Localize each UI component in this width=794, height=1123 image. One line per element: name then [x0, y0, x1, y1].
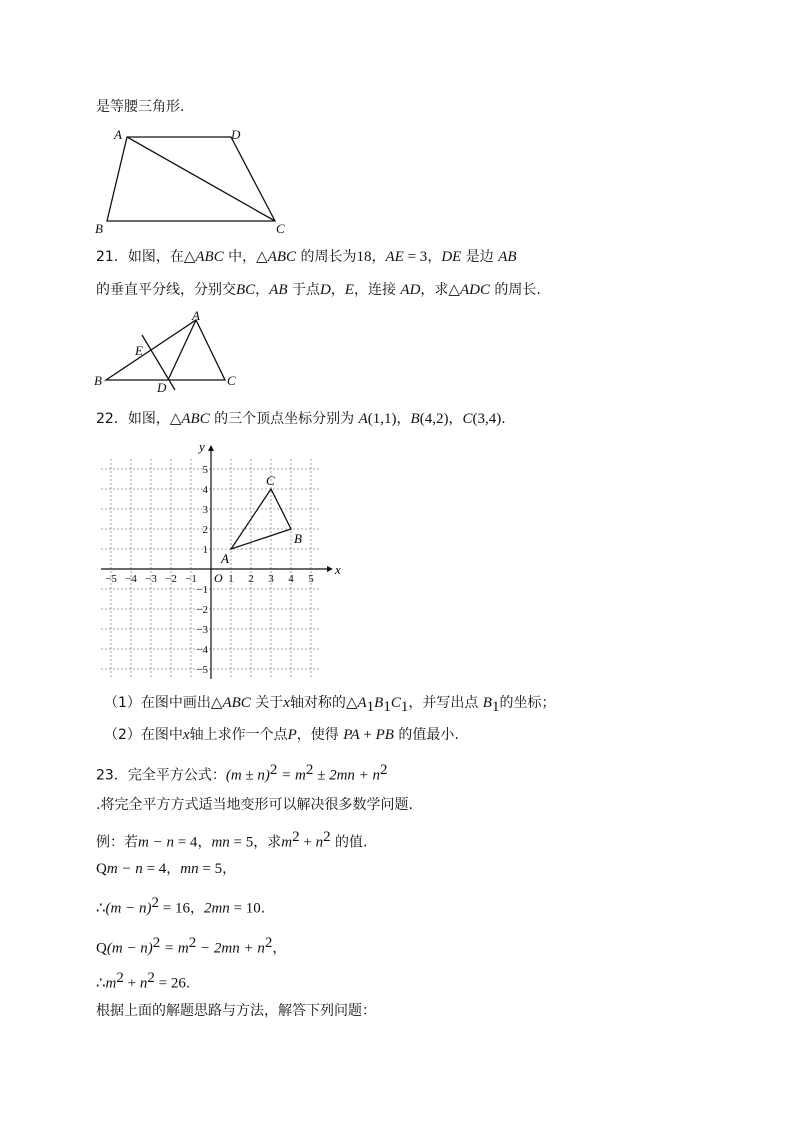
y-tick-label: 1	[202, 544, 208, 556]
y-tick-label: −1	[196, 584, 208, 596]
x-tick-label: 5	[308, 573, 314, 585]
x-tick-label: −3	[145, 573, 157, 585]
fig1-label-c: C	[276, 221, 285, 236]
y-tick-label: −3	[196, 624, 208, 636]
x-tick-label: −5	[105, 573, 117, 585]
point-label-c: C	[266, 473, 275, 488]
q23-line-4: Qm − n = 4，mn = 5，	[96, 861, 237, 877]
y-axis-label: y	[199, 439, 205, 454]
x-tick-label: −1	[185, 573, 197, 585]
y-tick-label: −4	[196, 644, 208, 656]
point-label-b: B	[294, 531, 302, 546]
x-tick-label: −4	[125, 573, 137, 585]
x-tick-label: −2	[165, 573, 177, 585]
x-axis-label: x	[335, 562, 341, 577]
y-axis-arrow	[208, 445, 214, 451]
q23-line-2: .将完全平方方式适当地变形可以解决很多数学问题.	[96, 797, 413, 813]
q23-line-3: 例：若m − n = 4，mn = 5，求$m^2 + n^2$ 的值.	[96, 829, 368, 851]
fig1-label-a: A	[114, 127, 122, 142]
q22-sub-2: （2）在图中x轴上求作一个点P，使得 PA + PB 的值最小.	[104, 727, 459, 743]
triangle-abc	[231, 489, 291, 549]
origin-label: O	[214, 571, 223, 585]
x-tick-label: 4	[288, 573, 294, 585]
q21-line-1: 21．如图，在△ABC 中，△ABC 的周长为18，AE = 3，DE 是边 AB	[96, 249, 517, 265]
q22-line-1: 22．如图，△ABC 的三个顶点坐标分别为 A(1,1)，B(4,2)，C(3,4).	[96, 411, 506, 427]
q23-line-8: 根据上面的解题思路与方法，解答下列问题：	[96, 1003, 376, 1019]
fig2-label-c: C	[227, 373, 236, 388]
coordinate-grid	[100, 436, 340, 684]
q22-sub-1: （1）在图中画出△ABC 关于x轴对称的$\triangle A_1B_1C_1$，并写出点 $B_1$的坐标；	[104, 695, 556, 715]
q23-line-7: $\therefore m^2 + n^2 = 26$.	[96, 970, 191, 992]
intro-tail-text: 是等腰三角形.	[96, 99, 185, 115]
x-tick-label: 2	[248, 573, 254, 585]
fig2-label-b: B	[94, 373, 102, 388]
x-tick-label: 3	[268, 573, 274, 585]
q23-line-6: $Q(m - n)^2 = m^2 - 2mn + n^2$，	[96, 935, 287, 957]
fig2-label-a: A	[192, 308, 200, 323]
fig1-label-d: D	[231, 127, 241, 142]
y-tick-label: −5	[196, 664, 208, 676]
y-tick-label: 4	[202, 484, 208, 496]
y-tick-label: 5	[202, 464, 208, 476]
point-label-a: A	[221, 551, 229, 566]
x-axis-arrow	[327, 566, 333, 572]
fig2-label-e: E	[135, 343, 143, 358]
figure-1-quadrilateral	[90, 125, 310, 235]
q23-line-1: 23．完全平方公式：$(m \pm n)^2 = m^2 \pm 2mn + n^2$	[96, 762, 388, 784]
q23-line-5: ∴(m − n)$^2$ = 16，2mn = 10.	[96, 895, 266, 917]
x-tick-label: 1	[228, 573, 234, 585]
fig1-label-b: B	[95, 221, 103, 236]
y-tick-label: 2	[202, 524, 208, 536]
y-tick-label: −2	[196, 604, 208, 616]
q21-line-2: 的垂直平分线，分别交BC，AB 于点D，E，连接 AD，求△ADC 的周长.	[96, 282, 541, 298]
figure-2-triangle	[90, 308, 250, 393]
fig2-label-d: D	[157, 380, 167, 395]
y-tick-label: 3	[202, 504, 208, 516]
